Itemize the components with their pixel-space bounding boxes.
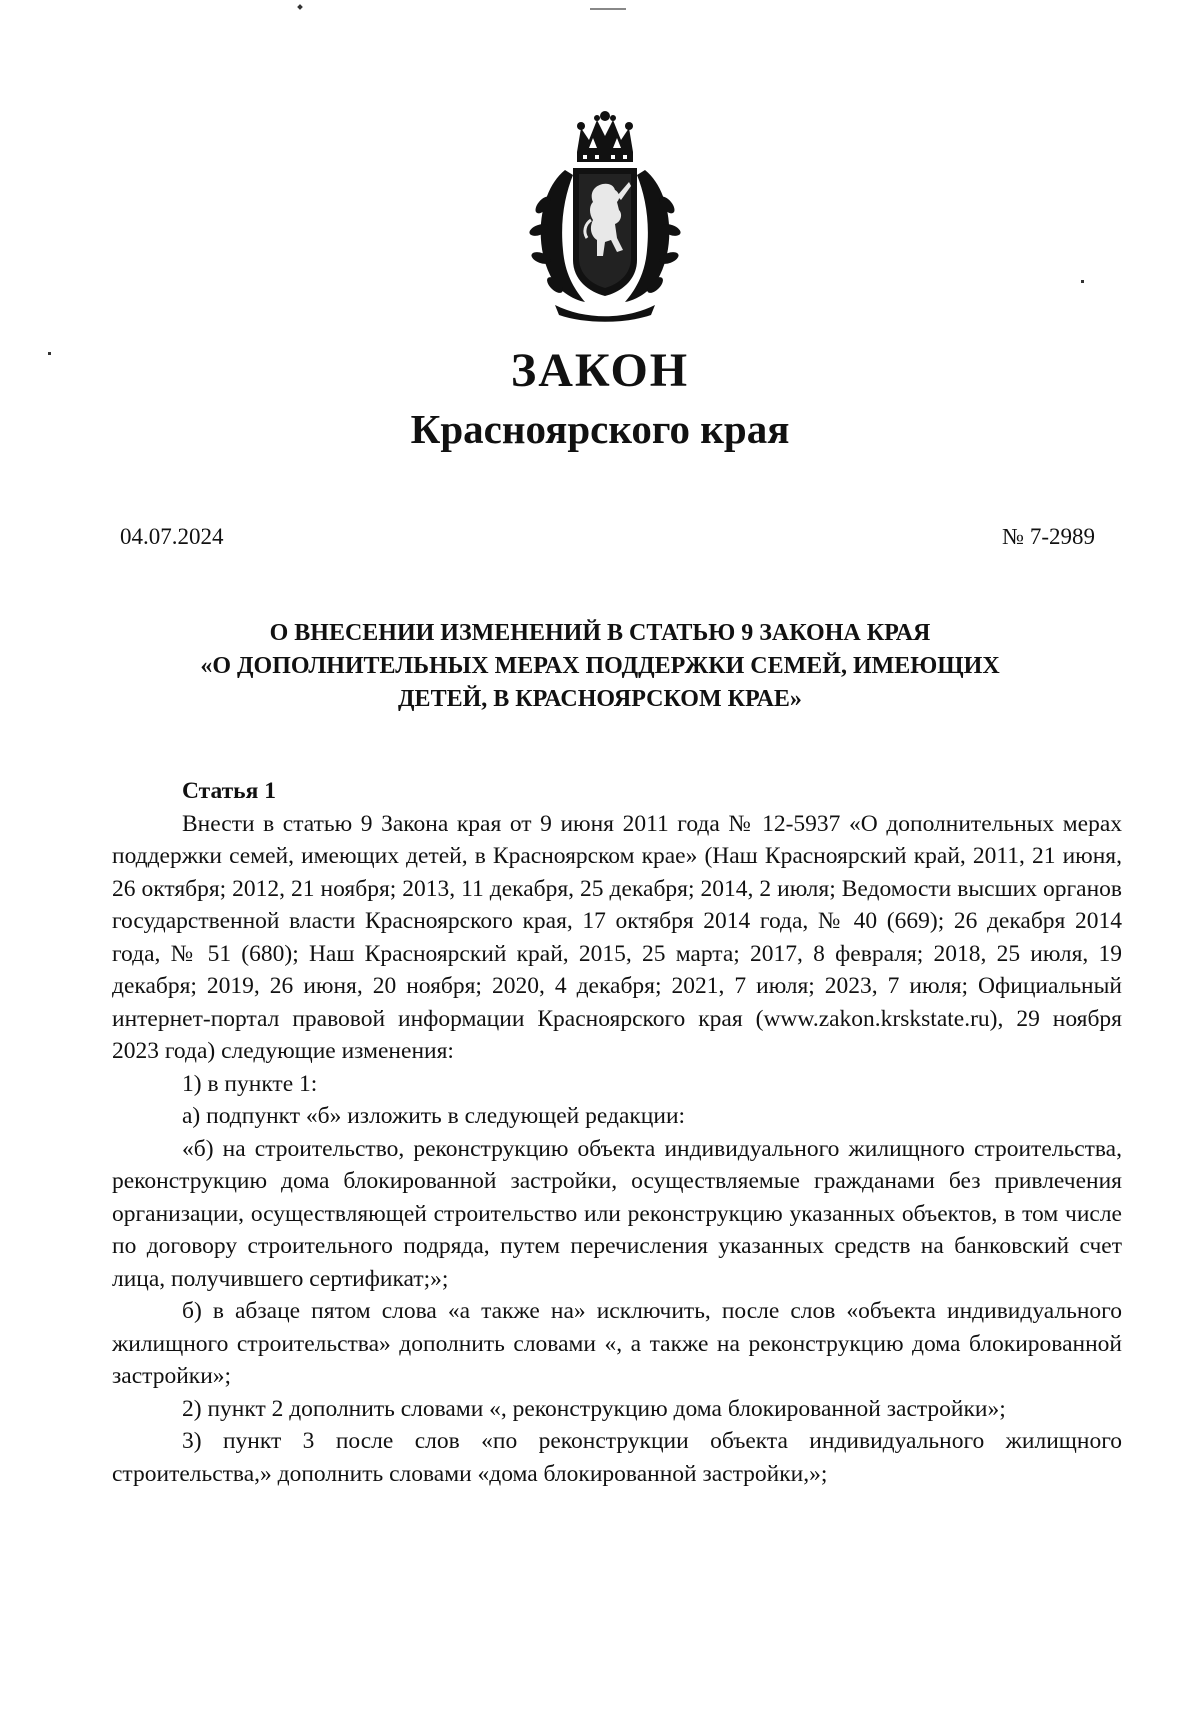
scan-mark bbox=[590, 8, 626, 10]
law-title-line: «О ДОПОЛНИТЕЛЬНЫХ МЕРАХ ПОДДЕРЖКИ СЕМЕЙ, ИМЕЮЩИХ bbox=[200, 653, 1000, 679]
body-paragraph: 3) пункт 3 после слов «по реконструкции объекта индивидуального жилищного строительства,» дополнить словами «дома блокированной застройки,»; bbox=[112, 1428, 1122, 1487]
scan-mark bbox=[297, 4, 303, 10]
document-type-title: ЗАКОН bbox=[510, 344, 690, 397]
document-body bbox=[112, 775, 1122, 1490]
article-heading: Статья 1 bbox=[182, 778, 276, 804]
law-title-line: ДЕТЕЙ, В КРАСНОЯРСКОМ КРАЕ» bbox=[398, 686, 802, 712]
law-title bbox=[110, 617, 1090, 716]
body-paragraph: «б) на строительство, реконструкцию объекта индивидуального жилищного строительства, реконструкцию дома блокированной застройки, осуществляемые гражданами без привлечения организации, осуществляющей строительство или реконструкцию указанных объектов, в том числе по договору строительного подряда, путем перечисления указанных средств на банковский счет лица, получившего сертификат;»; bbox=[112, 1135, 1122, 1292]
coat-of-arms-emblem bbox=[525, 110, 685, 325]
body-paragraph: а) подпункт «б» изложить в следующей редакции: bbox=[182, 1103, 686, 1129]
body-paragraph: 2) пункт 2 дополнить словами «, реконструкцию дома блокированной застройки»; bbox=[182, 1395, 1006, 1422]
scan-mark bbox=[1081, 280, 1084, 283]
region-subtitle: Красноярского края bbox=[410, 406, 790, 452]
body-paragraph: Внести в статью 9 Закона края от 9 июня 2011 года № 12-5937 «О дополнительных мерах поддержки семей, имеющих детей, в Красноярском крае» (Наш Красноярский край, 2011, 21 июня, 26 октября; 2012, 21 ноября; 2013, 11 декабря, 25 декабря; 2014, 2 июля; Ведомости высших органов государственной власти Красноярского края, 17 октября 2014 года, № 40 (669); 26 декабря 2014 года, № 51 (680); Наш Красноярский край, 2015, 25 марта; 2017, 8 февраля; 2018, 25 июля, 19 декабря; 2019, 26 июня, 20 ноября; 2020, 4 декабря; 2021, 7 июля; 2023, 7 июля; Официальный интернет-портал правовой информации Красноярского края (www.zakon.krskstate.ru), 29 ноября 2023 года) следующие изменения: bbox=[112, 810, 1122, 1064]
body-paragraph: 1) в пункте 1: bbox=[182, 1070, 318, 1097]
law-number: № 7-2989 bbox=[1002, 524, 1095, 549]
body-paragraph: б) в абзаце пятом слова «а также на» исключить, после слов «объекта индивидуального жилищного строительства» дополнить словами «, а также на реконструкцию дома блокированной застройки»; bbox=[112, 1298, 1122, 1389]
law-title-line: О ВНЕСЕНИИ ИЗМЕНЕНИЙ В СТАТЬЮ 9 ЗАКОНА КРАЯ bbox=[269, 620, 931, 646]
law-date: 04.07.2024 bbox=[120, 524, 224, 549]
